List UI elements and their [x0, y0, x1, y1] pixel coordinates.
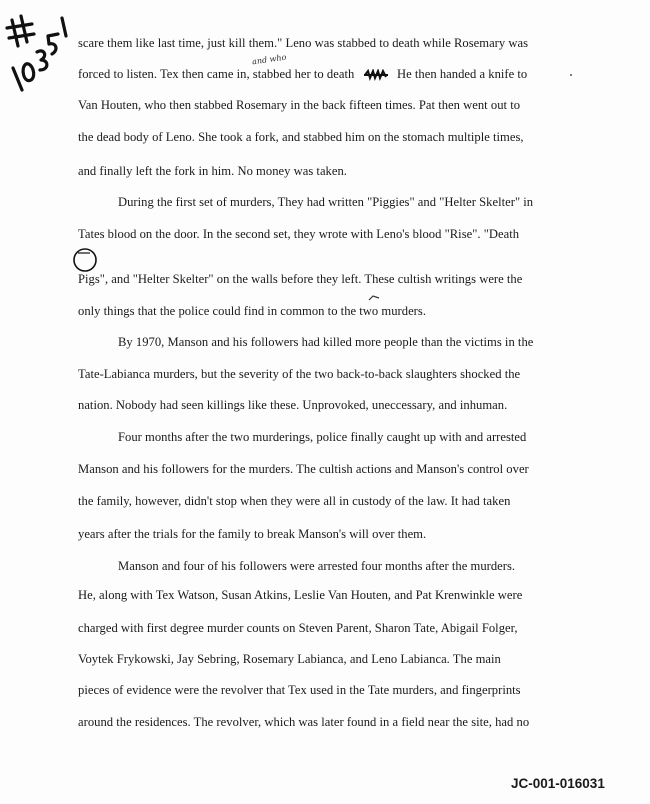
text-line: the dead body of Leno. She took a fork, and stabbed him on the stomach multiple times,: [78, 130, 524, 144]
text-line: Four months after the two murderings, police finally caught up with and arrested: [118, 430, 527, 444]
text-line: During the first set of murders, They had written "Piggies" and "Helter Skelter" in: [118, 195, 534, 209]
strikethrough-scribble: [364, 69, 388, 81]
text-line: nation. Nobody had seen killings like these. Unprovoked, uneccessary, and inhuman.: [78, 398, 508, 412]
text-line: Pigs", and "Helter Skelter" on the walls before they left. These cultish writings were the: [78, 272, 523, 286]
handwritten-insertion: and who: [251, 52, 287, 67]
text-line: charged with first degree murder counts on Steven Parent, Sharon Tate, Abigail Folger,: [78, 621, 518, 635]
text-line: By 1970, Manson and his followers had killed more people than the victims in the: [118, 335, 534, 349]
text-line: forced to listen. Tex then came in, stabbed her to death: [78, 67, 355, 81]
text-line: Manson and four of his followers were arrested four months after the murders.: [118, 559, 516, 573]
stray-dot-mark: [568, 72, 574, 78]
text-line: around the residences. The revolver, which was later found in a field near the site, had no: [78, 715, 530, 729]
handwritten-page-number: [4, 6, 70, 98]
text-line: Van Houten, who then stabbed Rosemary in the back fifteen times. Pat then went out to: [78, 98, 521, 112]
text-line: Voytek Frykowski, Jay Sebring, Rosemary Labianca, and Leno Labianca. The main: [78, 652, 501, 666]
text-line: Tate-Labianca murders, but the severity of the two back-to-back slaughters shocked the: [78, 367, 521, 381]
handwritten-circle-mark: [72, 245, 98, 273]
text-line: the family, however, didn't stop when they were all in custody of the law. It had taken: [78, 494, 511, 508]
bates-number: JC-001-016031: [511, 776, 605, 791]
text-line: He then handed a knife to: [397, 67, 528, 81]
text-line: He, along with Tex Watson, Susan Atkins, Leslie Van Houten, and Pat Krenwinkle were: [78, 588, 523, 602]
stray-pen-mark: [368, 294, 380, 302]
text-line: years after the trials for the family to break Manson's will over them.: [78, 527, 427, 541]
text-line: pieces of evidence were the revolver that Tex used in the Tate murders, and fingerprints: [78, 683, 521, 697]
text-line: scare them like last time, just kill them." Leno was stabbed to death while Rosemary was: [78, 36, 529, 50]
text-line: Tates blood on the door. In the second set, they wrote with Leno's blood "Rise". "Death: [78, 227, 520, 241]
text-line: and finally left the fork in him. No money was taken.: [78, 164, 347, 178]
text-line: Manson and his followers for the murders. The cultish actions and Manson's control over: [78, 462, 529, 476]
text-line: only things that the police could find in common to the two murders.: [78, 304, 426, 318]
